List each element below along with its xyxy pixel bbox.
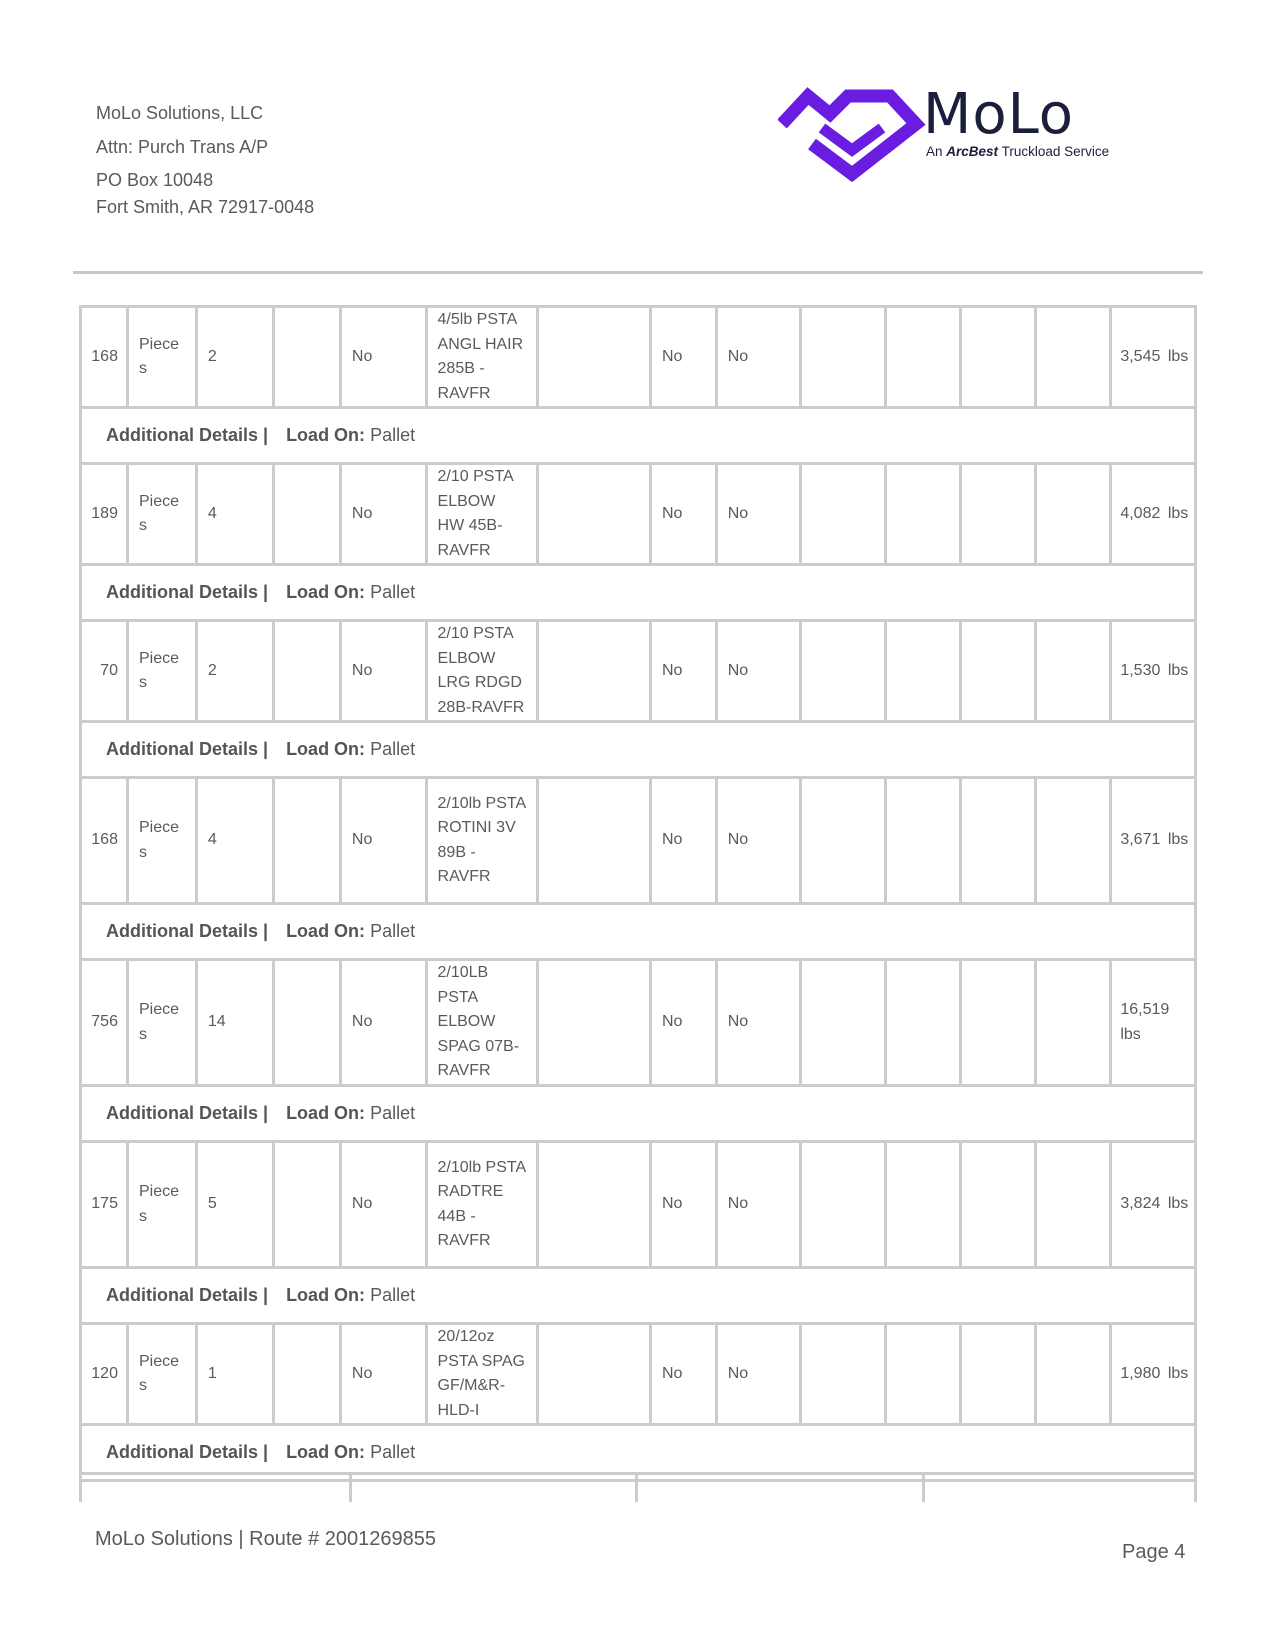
qty-cell: 70 (81, 621, 128, 722)
description-cell: 2/10lb PSTA RADTRE 44B - RAVFR (426, 1142, 538, 1268)
empty-cell (274, 1142, 341, 1268)
continuation-divider (922, 1472, 925, 1502)
address-city: Fort Smith, AR 72917-0048 (96, 197, 315, 217)
empty-cell (1036, 960, 1111, 1086)
description-cell: 2/10lb PSTA ROTINI 3V 89B - RAVFR (426, 778, 538, 904)
description-cell: 4/5lb PSTA ANGL HAIR 285B - RAVFR (426, 307, 538, 408)
hazmat-cell: No (340, 1324, 426, 1425)
flag-b-cell: No (716, 1142, 801, 1268)
load-on-value: Pallet (370, 1285, 416, 1306)
weight-cell: 3,545 lbs (1111, 307, 1196, 408)
logo-tagline-suffix: Truckload Service (1001, 144, 1110, 159)
unit-cell: Pieces (127, 778, 196, 904)
weight-cell: 3,824 lbs (1111, 1142, 1196, 1268)
logo-tagline (926, 144, 1109, 159)
hazmat-cell: No (340, 960, 426, 1086)
empty-cell (885, 307, 960, 408)
details-row (81, 565, 1196, 621)
load-on-value: Pallet (370, 1442, 416, 1463)
empty-cell (885, 464, 960, 565)
details-label: Additional Details | (106, 1285, 269, 1306)
empty-cell (961, 1324, 1036, 1425)
details-row (81, 1086, 1196, 1142)
empty-cell (274, 960, 341, 1086)
empty-cell (801, 307, 886, 408)
weight-cell: 16,519 lbs (1111, 960, 1196, 1086)
flag-a-cell: No (650, 307, 716, 408)
empty-cell (885, 1142, 960, 1268)
load-on-value: Pallet (370, 921, 416, 942)
load-on-label: Load On: (286, 739, 366, 760)
unit-cell: Pieces (127, 621, 196, 722)
details-row (81, 722, 1196, 778)
flag-a-cell: No (650, 778, 716, 904)
pieces-cell: 4 (196, 778, 273, 904)
empty-cell (885, 1324, 960, 1425)
hazmat-cell: No (340, 464, 426, 565)
empty-cell (885, 960, 960, 1086)
empty-cell (961, 464, 1036, 565)
details-row (81, 904, 1196, 960)
empty-cell (1036, 307, 1111, 408)
empty-cell (1036, 778, 1111, 904)
pieces-cell: 14 (196, 960, 273, 1086)
address-attn: Attn: Purch Trans A/P (96, 137, 269, 157)
header-divider (73, 271, 1203, 274)
empty-cell (961, 307, 1036, 408)
empty-cell (538, 307, 651, 408)
unit-cell: Pieces (127, 1324, 196, 1425)
table-row (81, 621, 1196, 722)
empty-cell (801, 960, 886, 1086)
description-cell: 20/12oz PSTA SPAG GF/M&R-HLD-I (426, 1324, 538, 1425)
hazmat-cell: No (340, 621, 426, 722)
qty-cell: 189 (81, 464, 128, 565)
empty-cell (1036, 621, 1111, 722)
continuation-top-border (79, 1472, 1197, 1475)
footer-page-number: Page 4 (1122, 1541, 1186, 1563)
table-row (81, 1142, 1196, 1268)
empty-cell (538, 621, 651, 722)
pieces-cell: 2 (196, 621, 273, 722)
flag-b-cell: No (716, 621, 801, 722)
table-continuation (79, 1472, 1197, 1502)
continuation-divider (635, 1472, 638, 1502)
flag-a-cell: No (650, 960, 716, 1086)
pieces-cell: 4 (196, 464, 273, 565)
table-row (81, 778, 1196, 904)
empty-cell (274, 621, 341, 722)
qty-cell: 756 (81, 960, 128, 1086)
empty-cell (885, 778, 960, 904)
load-on-label: Load On: (286, 1103, 366, 1124)
address-company: MoLo Solutions, LLC (96, 103, 264, 123)
logo-tagline-prefix: An (926, 144, 943, 159)
qty-cell: 168 (81, 307, 128, 408)
empty-cell (274, 464, 341, 565)
qty-cell: 168 (81, 778, 128, 904)
description-cell: 2/10 PSTA ELBOW HW 45B-RAVFR (426, 464, 538, 565)
empty-cell (801, 1324, 886, 1425)
load-on-value: Pallet (370, 425, 416, 446)
hazmat-cell: No (340, 1142, 426, 1268)
details-row (81, 408, 1196, 464)
continuation-divider (349, 1472, 352, 1502)
details-cell (81, 1086, 1196, 1142)
flag-b-cell: No (716, 1324, 801, 1425)
empty-cell (538, 464, 651, 565)
empty-cell (961, 778, 1036, 904)
details-row (81, 1268, 1196, 1324)
table-row (81, 1324, 1196, 1425)
unit-cell: Pieces (127, 1142, 196, 1268)
table-row (81, 464, 1196, 565)
unit-cell: Pieces (127, 960, 196, 1086)
description-cell: 2/10 PSTA ELBOW LRG RDGD 28B-RAVFR (426, 621, 538, 722)
details-cell (81, 408, 1196, 464)
empty-cell (274, 307, 341, 408)
hazmat-cell: No (340, 778, 426, 904)
hazmat-cell: No (340, 307, 426, 408)
load-on-value: Pallet (370, 582, 416, 603)
load-on-label: Load On: (286, 425, 366, 446)
empty-cell (801, 621, 886, 722)
details-cell (81, 1268, 1196, 1324)
empty-cell (274, 1324, 341, 1425)
weight-cell: 1,530 lbs (1111, 621, 1196, 722)
load-on-value: Pallet (370, 1103, 416, 1124)
logo-wordmark: MoLo (923, 82, 1075, 147)
pieces-cell: 2 (196, 307, 273, 408)
details-label: Additional Details | (106, 582, 269, 603)
weight-cell: 3,671 lbs (1111, 778, 1196, 904)
flag-a-cell: No (650, 464, 716, 565)
details-label: Additional Details | (106, 425, 269, 446)
empty-cell (538, 1142, 651, 1268)
empty-cell (538, 960, 651, 1086)
pieces-cell: 1 (196, 1324, 273, 1425)
load-on-label: Load On: (286, 921, 366, 942)
empty-cell (1036, 464, 1111, 565)
empty-cell (801, 1142, 886, 1268)
empty-cell (885, 621, 960, 722)
details-label: Additional Details | (106, 1442, 269, 1463)
weight-cell: 4,082 lbs (1111, 464, 1196, 565)
details-cell (81, 904, 1196, 960)
load-on-label: Load On: (286, 1442, 366, 1463)
flag-b-cell: No (716, 960, 801, 1086)
qty-cell: 120 (81, 1324, 128, 1425)
weight-cell: 1,980 lbs (1111, 1324, 1196, 1425)
table-row (81, 307, 1196, 408)
empty-cell (538, 778, 651, 904)
flag-b-cell: No (716, 464, 801, 565)
empty-cell (1036, 1142, 1111, 1268)
description-cell: 2/10LB PSTA ELBOW SPAG 07B-RAVFR (426, 960, 538, 1086)
molo-logo (778, 84, 1168, 184)
load-on-label: Load On: (286, 582, 366, 603)
details-cell (81, 565, 1196, 621)
flag-b-cell: No (716, 778, 801, 904)
address-po-box: PO Box 10048 (96, 170, 214, 190)
freight-items-table (79, 305, 1197, 1482)
unit-cell: Pieces (127, 307, 196, 408)
empty-cell (538, 1324, 651, 1425)
details-label: Additional Details | (106, 1103, 269, 1124)
load-on-label: Load On: (286, 1285, 366, 1306)
continuation-divider (79, 1472, 82, 1502)
table-row (81, 960, 1196, 1086)
empty-cell (801, 778, 886, 904)
footer-route: MoLo Solutions | Route # 2001269855 (95, 1528, 437, 1550)
details-cell (81, 722, 1196, 778)
flag-a-cell: No (650, 621, 716, 722)
flag-b-cell: No (716, 307, 801, 408)
empty-cell (961, 960, 1036, 1086)
details-label: Additional Details | (106, 921, 269, 942)
flag-a-cell: No (650, 1324, 716, 1425)
flag-a-cell: No (650, 1142, 716, 1268)
load-on-value: Pallet (370, 739, 416, 760)
qty-cell: 175 (81, 1142, 128, 1268)
empty-cell (1036, 1324, 1111, 1425)
unit-cell: Pieces (127, 464, 196, 565)
continuation-divider (1194, 1472, 1197, 1502)
logo-tagline-brand: ArcBest (946, 144, 999, 159)
empty-cell (961, 1142, 1036, 1268)
empty-cell (801, 464, 886, 565)
empty-cell (961, 621, 1036, 722)
details-label: Additional Details | (106, 739, 269, 760)
pieces-cell: 5 (196, 1142, 273, 1268)
empty-cell (274, 778, 341, 904)
